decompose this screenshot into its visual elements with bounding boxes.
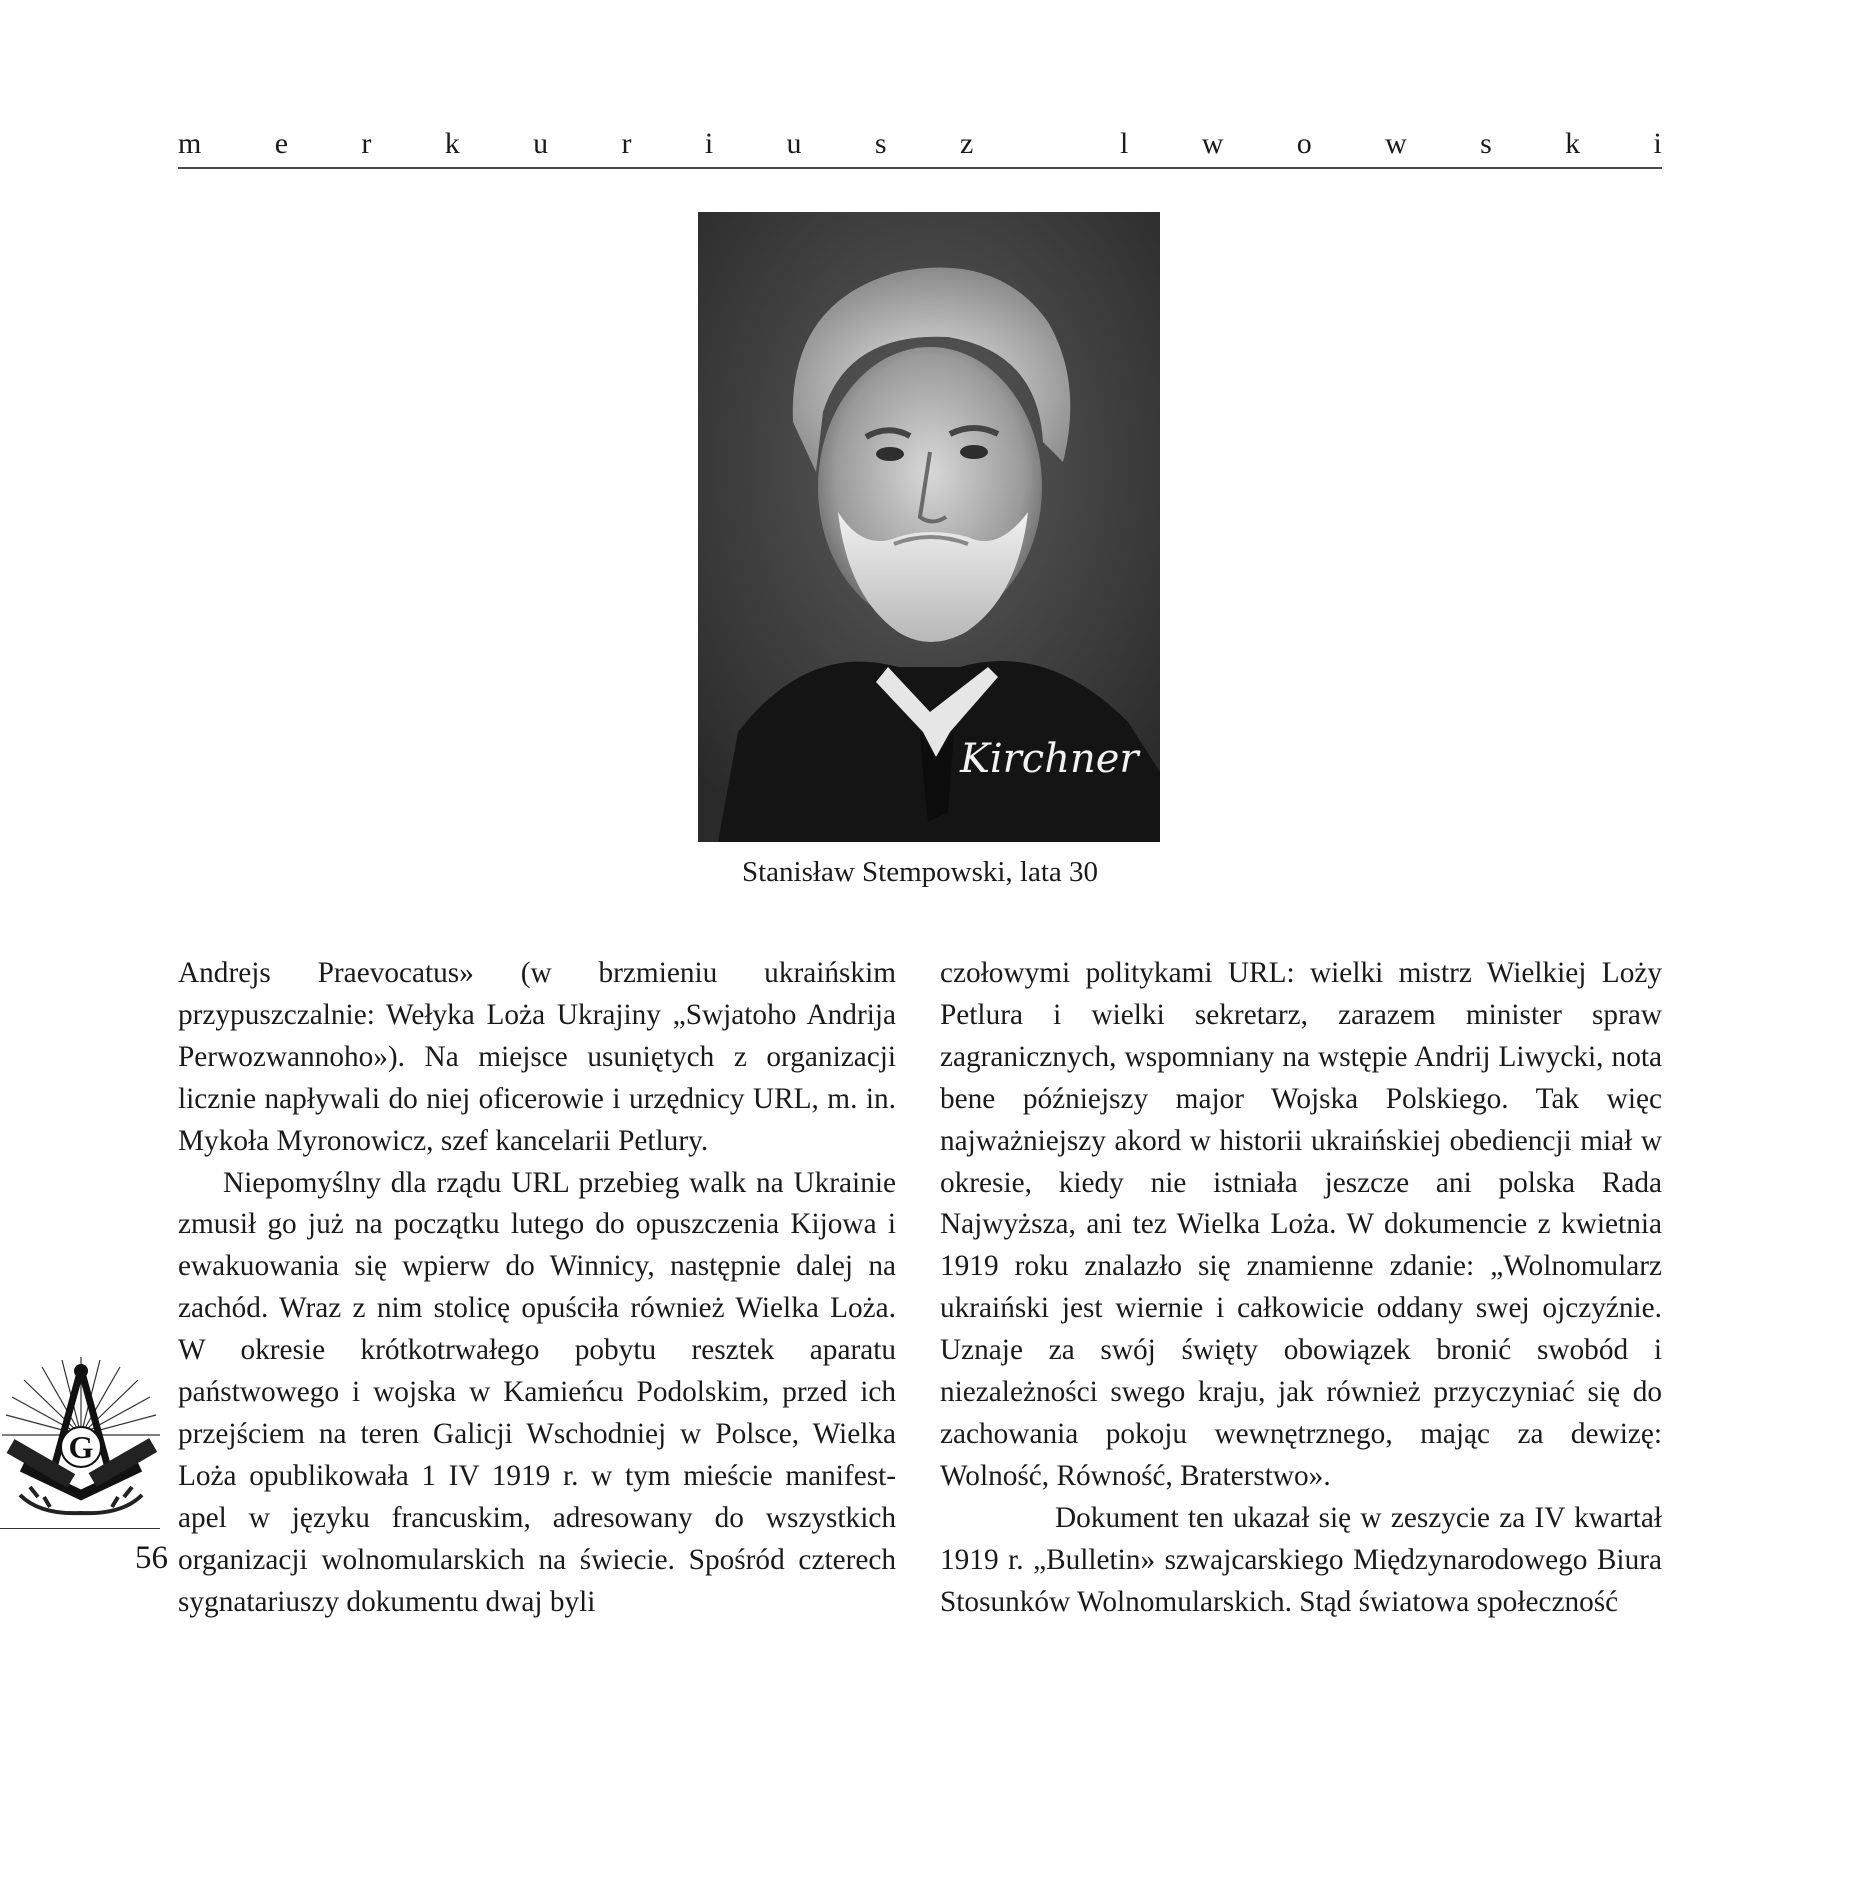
running-header (178, 126, 1662, 162)
header-letter: u (786, 127, 802, 160)
header-letter: i (704, 127, 714, 160)
right-paragraph-2: Dokument ten ukazał się w zeszycie za IV kwartał 1919 r. „Bulletin» szwajcarskiego Międzynarodowego Biura Stosunków Wolnomularskich. Stąd światowa społeczność (940, 1501, 1662, 1618)
page-number: 56 (135, 1540, 168, 1576)
masonic-emblem-icon (0, 1355, 162, 1525)
right-column (940, 953, 1662, 1624)
header-letter: u (533, 127, 549, 160)
portrait-photo (698, 212, 1160, 842)
page-number-rule (0, 1528, 160, 1529)
header-letter: r (361, 127, 372, 160)
header-letter: z (959, 127, 974, 160)
header-rule (178, 167, 1662, 169)
left-paragraph-1: Andrejs Praevocatus» (w brzmieniu ukraińskim przypuszczalnie: Wełyka Loża Ukrajiny „Swjatoho Andrija Perwozwannoho»). Na miejsce usuniętych z organizacji licznie napływali do niej oficerowie i urzędnicy URL, m. in. Mykoła Myronowicz, szef kancelarii Petlury. (178, 957, 896, 1157)
header-letter: k (1565, 127, 1581, 160)
left-paragraph-2: Niepomyślny dla rządu URL przebieg walk na Ukrainie zmusił go już na początku lutego do opuszczenia Kijowa i ewakuowania się wpierw do Winnicy, następnie dalej na zachód. Wraz z nim stolicę opuściła również Wielka Loża. W okresie krótkotrwałego pobytu resztek aparatu państwowego i wojska w Kamieńcu Podolskim, przed ich przejściem na teren Galicji Wschodniej w Polsce, Wielka Loża opublikowała 1 IV 1919 r. w tym mieście manifest-apel w języku francuskim, adresowany do wszystkich organizacji wolnomularskich na świecie. Spośród czterech sygnatariuszy dokumentu dwaj byli (178, 1166, 896, 1618)
header-letter: l (1119, 127, 1129, 160)
figure-caption: Stanisław Stempowski, lata 30 (741, 856, 1099, 888)
header-letter: s (1480, 127, 1492, 160)
header-letter: i (1653, 127, 1662, 160)
header-letter: o (1296, 127, 1312, 160)
header-letter: w (1201, 127, 1224, 160)
left-column (178, 953, 896, 1624)
right-paragraph-1: czołowymi politykami URL: wielki mistrz Wielkiej Loży Petlura i wielki sekretarz, zarazem minister spraw zagranicznych, wspomniany na wstępie Andrij Liwycki, nota bene późniejszy major Wojska Polskiego. Tak więc najważniejszy akord w historii ukraińskiej obediencji miał w okresie, kiedy nie istniała jeszcze ani polska Rada Najwyższa, ani tez Wielka Loża. W dokumencie z kwietnia 1919 roku znalazło się znamienne zdanie: „Wolnomularz ukraiński jest wiernie i całkowicie oddany swej ojczyźnie. Uznaje za swój święty obowiązek bronić swobód i niezależności swego kraju, jak również przyczyniać się do zachowania pokoju wewnętrznego, mając za dewizę: Wolność, Równość, Braterstwo». (940, 957, 1662, 1492)
header-letter: e (274, 127, 289, 160)
header-letter: m (178, 127, 202, 160)
photo-signature: Kirchner (960, 736, 1139, 782)
emblem-letter: G (68, 1429, 94, 1465)
header-letter: r (621, 127, 632, 160)
header-letter: w (1385, 127, 1407, 160)
header-letter: s (874, 127, 887, 160)
header-letter: k (444, 127, 460, 160)
